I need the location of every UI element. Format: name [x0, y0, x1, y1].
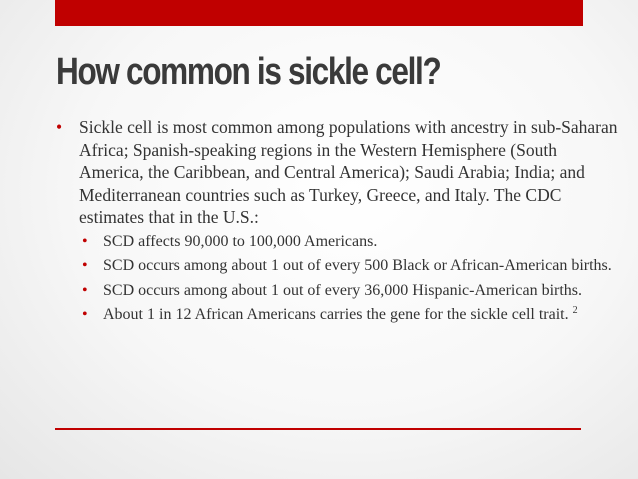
main-bullet-text: Sickle cell is most common among populations with ancestry in sub-Saharan Africa; Spanish-speaking regions in the Western Hemisphere (South America, the Caribbean, and Central America); Saudi Arabia; India; and Mediterranean countries such as Turkey, Greece, and Italy. The CDC estimates that in the U.S.: [79, 117, 618, 227]
slide-title: How common is sickle cell? [56, 51, 441, 93]
citation-superscript: 2 [572, 305, 578, 316]
sub-bullet-text: SCD occurs among about 1 out of every 36,000 Hispanic-American births. [103, 281, 583, 299]
sub-bullet-item [55, 256, 620, 277]
sub-bullet-text: SCD occurs among about 1 out of every 500 Black or African-American births. [103, 257, 612, 274]
sub-bullet-text: About 1 in 12 African Americans carries the gene for the sickle cell trait. [103, 306, 573, 323]
bullet-icon: • [82, 232, 88, 250]
sub-bullet-item [55, 281, 620, 302]
sub-bullet-item [55, 305, 620, 326]
sub-bullet-item [55, 232, 620, 253]
main-bullet-item [55, 116, 620, 229]
bottom-divider [55, 428, 581, 430]
sub-bullet-list [55, 232, 620, 326]
bullet-icon: • [82, 257, 88, 274]
bullet-icon: • [56, 117, 63, 137]
sub-bullet-text: SCD affects 90,000 to 100,000 Americans. [103, 232, 378, 250]
slide-content [55, 116, 620, 330]
bullet-icon: • [82, 281, 88, 299]
bullet-icon: • [82, 306, 88, 323]
top-accent-bar [55, 0, 583, 26]
